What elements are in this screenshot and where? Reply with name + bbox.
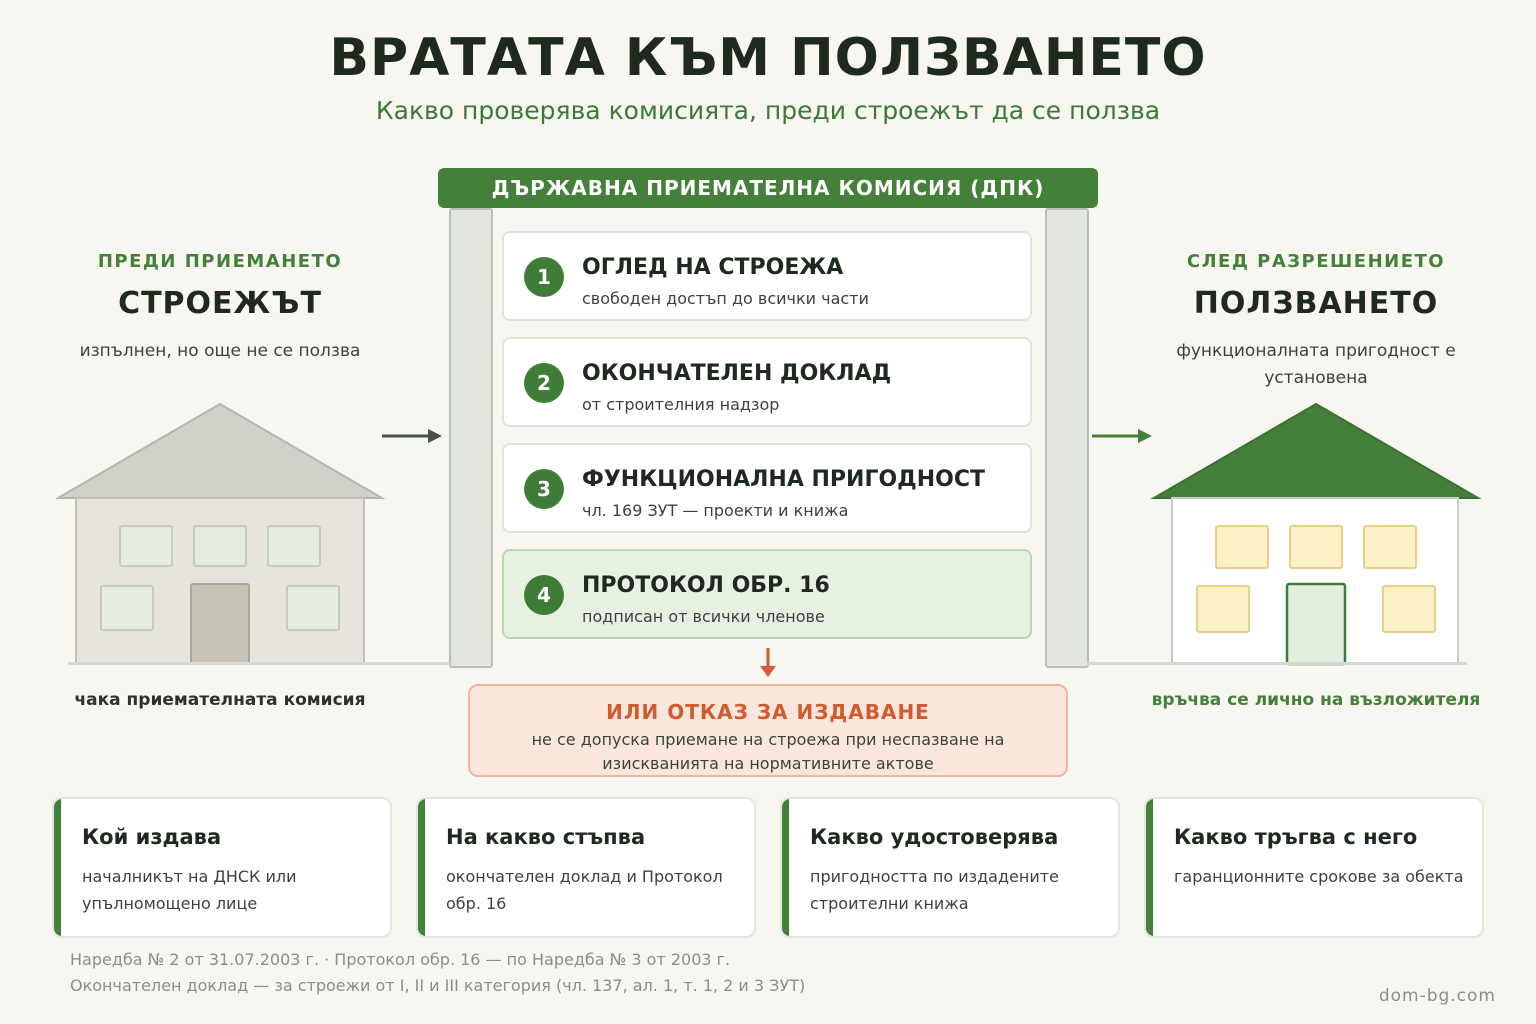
card-description: гаранционните срокове за обекта xyxy=(1174,867,1464,886)
step-description: свободен достъп до всички части xyxy=(582,289,869,308)
before-description: изпълнен, но още не се ползва xyxy=(79,341,361,361)
step-card xyxy=(502,231,1032,321)
step-description: от строителния надзор xyxy=(582,395,780,414)
step-card xyxy=(502,337,1032,427)
step-description: чл. 169 ЗУТ — проекти и книжа xyxy=(582,501,849,520)
step-title: ОКОНЧАТЕЛЕН ДОКЛАД xyxy=(582,361,892,386)
info-card xyxy=(52,797,392,938)
arrow-right-icon xyxy=(380,426,444,446)
after-kicker: СЛЕД РАЗРЕШЕНИЕТО xyxy=(1186,251,1446,272)
card-title: Какво удостоверява xyxy=(810,825,1059,849)
step-number-badge: 4 xyxy=(524,575,564,615)
step-title: ФУНКЦИОНАЛНА ПРИГОДНОСТ xyxy=(582,467,986,492)
card-title: Какво тръгва с него xyxy=(1174,825,1418,849)
refusal-box xyxy=(468,684,1068,777)
step-card-final xyxy=(502,549,1032,639)
refusal-description: не се допуска приемане на строежа при неспазване на изискванията на нормативните актове xyxy=(531,730,1005,773)
card-title: Кой издава xyxy=(82,825,222,849)
card-description: окончателен доклад и Протокол обр. 16 xyxy=(446,867,723,913)
step-number-badge: 2 xyxy=(524,363,564,403)
house-unfinished-icon xyxy=(56,400,386,666)
page-title: ВРАТАТА КЪМ ПОЛЗВАНЕТО xyxy=(329,28,1207,88)
step-number-badge: 1 xyxy=(524,257,564,297)
info-card xyxy=(780,797,1120,938)
before-caption: чака приемателната комисия xyxy=(74,690,366,710)
house-finished-icon xyxy=(1150,400,1482,666)
footnote-line-2: Окончателен доклад — за строежи от I, II и III категория (чл. 137, ал. 1, т. 1, 2 и 3 ЗУТ) xyxy=(70,976,806,995)
after-caption: връчва се лично на възложителя xyxy=(1151,690,1481,710)
footnote-line-1: Наредба № 2 от 31.07.2003 г. · Протокол обр. 16 — по Наредба № 3 от 2003 г. xyxy=(70,950,731,969)
before-title: СТРОЕЖЪТ xyxy=(118,286,322,321)
arrow-right-icon xyxy=(1090,426,1154,446)
step-title: ПРОТОКОЛ ОБР. 16 xyxy=(582,573,830,598)
card-accent-bar xyxy=(782,799,789,936)
gate-pillar-right xyxy=(1045,208,1089,668)
card-accent-bar xyxy=(418,799,425,936)
step-title: ОГЛЕД НА СТРОЕЖА xyxy=(582,255,844,280)
refusal-title: ИЛИ ОТКАЗ ЗА ИЗДАВАНЕ xyxy=(606,700,930,724)
info-card xyxy=(416,797,756,938)
after-title: ПОЛЗВАНЕТО xyxy=(1193,286,1439,321)
site-credit: dom-bg.com xyxy=(1378,986,1496,1006)
commission-banner: ДЪРЖАВНА ПРИЕМАТЕЛНА КОМИСИЯ (ДПК) xyxy=(438,168,1098,208)
ground-line-left xyxy=(68,662,450,665)
ground-line-right xyxy=(1087,662,1467,665)
page-subtitle: Какво проверява комисията, преди строежът да се ползва xyxy=(375,96,1161,125)
step-number-badge: 3 xyxy=(524,469,564,509)
card-description: пригодността по издадените строителни книжа xyxy=(810,867,1059,913)
step-description: подписан от всички членове xyxy=(582,607,825,626)
gate-pillar-left xyxy=(449,208,493,668)
info-card xyxy=(1144,797,1484,938)
before-kicker: ПРЕДИ ПРИЕМАНЕТО xyxy=(97,251,343,272)
card-accent-bar xyxy=(1146,799,1153,936)
card-title: На какво стъпва xyxy=(446,825,646,849)
after-description: функционалната пригодност е установена xyxy=(1176,341,1456,388)
arrow-down-icon xyxy=(756,646,780,680)
card-accent-bar xyxy=(54,799,61,936)
card-description: началникът на ДНСК или упълномощено лице xyxy=(82,867,297,913)
step-card xyxy=(502,443,1032,533)
